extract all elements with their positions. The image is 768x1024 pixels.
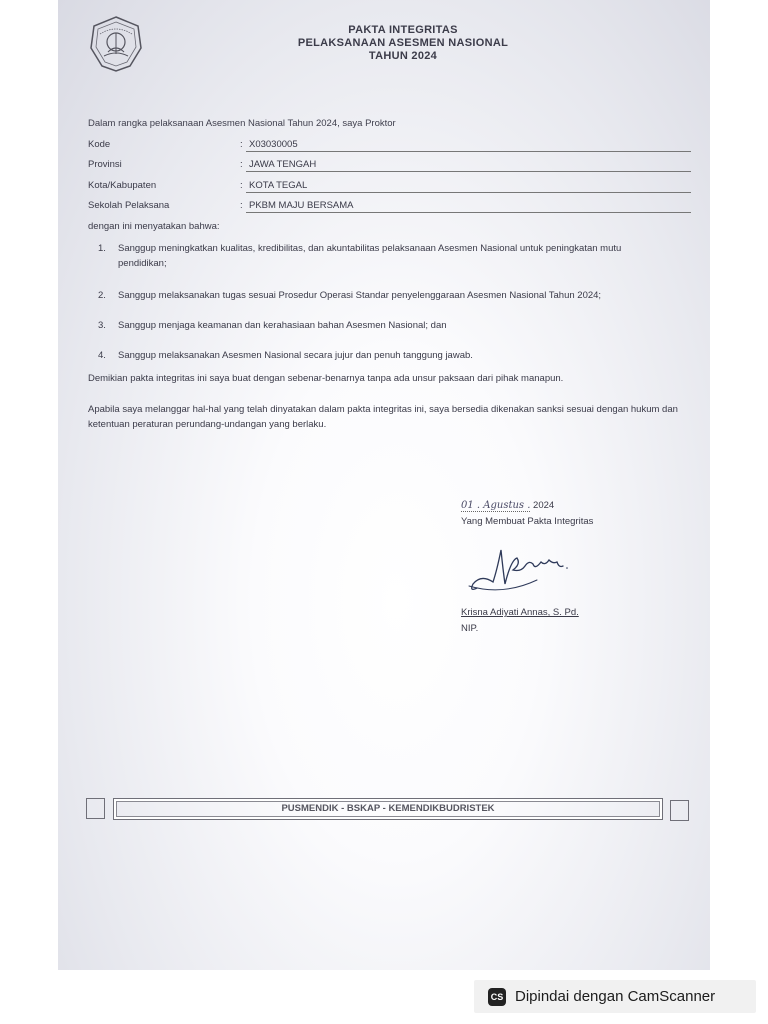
tut-wuri-handayani-logo — [86, 14, 146, 74]
intro-text: Dalam rangka pelaksanaan Asesmen Nasional Tahun 2024, saya Proktor — [88, 118, 396, 129]
field-colon: : — [240, 180, 243, 191]
signatory-nip: NIP. — [461, 623, 479, 634]
statement-number: 2. — [98, 290, 106, 301]
field-colon: : — [240, 159, 243, 170]
document-page — [58, 0, 710, 970]
title-line-3: TAHUN 2024 — [368, 50, 438, 62]
field-value: PKBM MAJU BERSAMA — [246, 200, 691, 213]
field-value: X03030005 — [246, 139, 691, 152]
field-label: Kota/Kabupaten — [88, 180, 157, 191]
signatory-role: Yang Membuat Pakta Integritas — [461, 516, 594, 527]
footer-bar: PUSMENDIK - BSKAP - KEMENDIKBUDRISTEK — [113, 798, 663, 820]
field-label: Kode — [88, 139, 111, 150]
statement-number: 3. — [98, 320, 106, 331]
signing-year: 2024 — [530, 500, 555, 511]
statement-text: Sanggup melaksanakan Asesmen Nasional secara jujur dan penuh tanggung jawab. — [118, 350, 473, 361]
closing-paragraph-1: Demikian pakta integritas ini saya buat dengan sebenar-benarnya tanpa ada unsur paksaan dari pihak manapun. — [88, 373, 564, 384]
handwritten-date: 01 . Agustus . — [461, 500, 531, 511]
field-colon: : — [240, 139, 243, 150]
field-label: Provinsi — [88, 159, 122, 170]
closing-paragraph-2: Apabila saya melanggar hal-hal yang telah dinyatakan dalam pakta integritas ini, saya bersedia dikenakan sanksi sesuai dengan hukum dan ketentuan peraturan perundang-undangan yang berlaku. — [88, 404, 678, 430]
field-value: KOTA TEGAL — [246, 180, 691, 193]
statement-text: Sanggup meningkatkan kualitas, kredibilitas, dan akuntabilitas pelaksanaan Asesmen Nasional untuk peningkatan mutu pendidikan; — [118, 243, 622, 269]
camscanner-icon: CS — [488, 988, 506, 1006]
statement-number: 1. — [98, 243, 106, 254]
handwritten-signature — [463, 540, 583, 600]
field-sekolah-pelaksana — [88, 200, 688, 216]
field-provinsi — [88, 159, 688, 175]
title-line-1: PAKTA INTEGRITAS — [348, 24, 458, 36]
statement-text: Sanggup menjaga keamanan dan kerahasiaan bahan Asesmen Nasional; dan — [118, 320, 447, 331]
footer-corner-box-left — [86, 798, 105, 819]
statement-text: Sanggup melaksanakan tugas sesuai Prosedur Operasi Standar penyelenggaraan Asesmen Nasional Tahun 2024; — [118, 290, 602, 301]
signatory-name: Krisna Adiyati Annas, S. Pd. — [461, 607, 579, 618]
title-line-2: PELAKSANAAN ASESMEN NASIONAL — [297, 37, 509, 49]
statement-number: 4. — [98, 350, 106, 361]
camscanner-text: Dipindai dengan CamScanner — [515, 988, 716, 1005]
document-title — [208, 24, 598, 63]
field-label: Sekolah Pelaksana — [88, 200, 170, 211]
declaration-text: dengan ini menyatakan bahwa: — [88, 221, 220, 232]
field-value: JAWA TENGAH — [246, 159, 691, 172]
signing-date — [461, 498, 661, 513]
field-colon: : — [240, 200, 243, 211]
camscanner-badge — [474, 980, 756, 1013]
field-kota-kabupaten — [88, 180, 688, 196]
footer-corner-box-right — [670, 800, 689, 821]
field-kode — [88, 139, 688, 155]
